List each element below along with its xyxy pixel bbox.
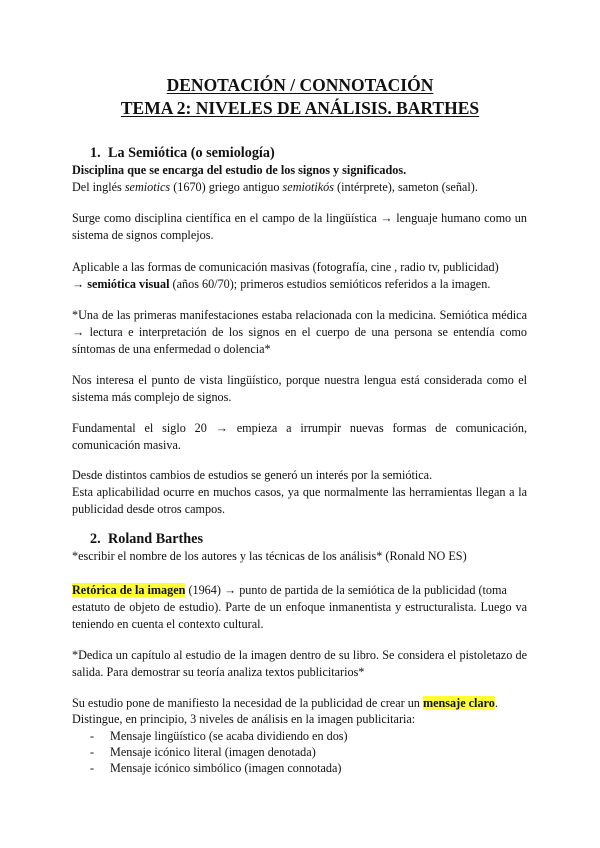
paragraph-surge-line2: sistema de signos complejos. [72,228,214,242]
section-title: La Semiótica (o semiología) [108,145,275,161]
paragraph-retorica-line1: Retórica de la imagen (1964) → punto de partida de la semiótica de la publicidad (toma [72,583,507,597]
highlight-retorica: Retórica de la imagen [72,583,186,597]
highlight-mensaje-claro: mensaje claro [422,696,495,710]
paragraph-dedica-line1: *Dedica un capítulo al estudio de la imagen dentro de su libro. Se considera el pistoletazo de [72,648,527,662]
paragraph-surge-line1: Surge como disciplina científica en el campo de la lingüística → lenguaje humano como un [72,211,527,225]
section-title: Roland Barthes [108,531,203,547]
paragraph-desde-line2: Esta aplicabilidad ocurre en muchos casos, ya que normalmente las herramientas llegan a la [72,485,527,499]
list-item: - Mensaje icónico literal (imagen denotada) [90,745,316,759]
paragraph-fundamental-line2: comunicación masiva. [72,438,181,452]
list-marker: - [90,745,95,759]
authors-note: *escribir el nombre de los autores y las técnicas de los análisis* (Ronald NO ES) [72,549,467,563]
paragraph-desde-line3: publicidad desde otros campos. [72,502,225,516]
paragraph-medicina-line2: → lectura e interpretación de los signos en el cuerpo de una persona se entendía como [72,325,527,339]
paragraph-medicina-line3: síntomas de una enfermedad o dolencia* [72,342,271,356]
paragraph-interesa-line1: Nos interesa el punto de vista lingüístico, porque nuestra lengua está considerada como el [72,373,527,387]
section-number: 1. [90,145,101,161]
paragraph-aplicable-line2: → semiótica visual (años 60/70); primeros estudios semióticos referidos a la imagen. [72,277,491,291]
document-title-line2: TEMA 2: NIVELES DE ANÁLISIS. BARTHES [120,98,480,118]
origin-text: Del inglés semiotics (1670) griego antiguo semiotikós (intérprete), sameton (señal). [72,180,478,194]
paragraph-aplicable-line1: Aplicable a las formas de comunicación masivas (fotografía, cine , radio tv, publicidad) [72,260,499,274]
list-marker: - [90,729,95,743]
list-item: - Mensaje lingüístico (se acaba dividiendo en dos) [90,729,348,743]
paragraph-dedica-line2: salida. Para demostrar su teoría analiza textos publicitarios* [72,665,365,679]
paragraph-interesa-line2: sistema más complejo de signos. [72,390,232,404]
paragraph-estudio-line1: Su estudio pone de manifiesto la necesidad de la publicidad de crear un mensaje claro. [72,696,498,710]
list-item: - Mensaje icónico simbólico (imagen connotada) [90,761,342,775]
paragraph-retorica-line3: teniendo en cuenta el contexto cultural. [72,617,264,631]
section-heading-semiotica [90,144,275,162]
section-heading-barthes [90,530,203,548]
list-marker: - [90,761,95,775]
paragraph-medicina-line1: *Una de las primeras manifestaciones estaba relacionada con la medicina. Semiótica médica [72,308,527,322]
paragraph-retorica-line2: estatuto de objeto de estudio). Parte de un enfoque inmanentista y estructuralista. Luego va [72,600,527,614]
paragraph-fundamental-line1: Fundamental el siglo 20 → empieza a irrumpir nuevas formas de comunicación, [72,421,527,435]
section-number: 2. [90,531,101,547]
definition-text: Disciplina que se encarga del estudio de los signos y significados. [72,163,407,177]
paragraph-estudio-line2: Distingue, en principio, 3 niveles de análisis en la imagen publicitaria: [72,712,416,726]
paragraph-desde-line1: Desde distintos cambios de estudios se generó un interés por la semiótica. [72,468,433,482]
document-title-line1: DENOTACIÓN / CONNOTACIÓN [166,75,434,95]
